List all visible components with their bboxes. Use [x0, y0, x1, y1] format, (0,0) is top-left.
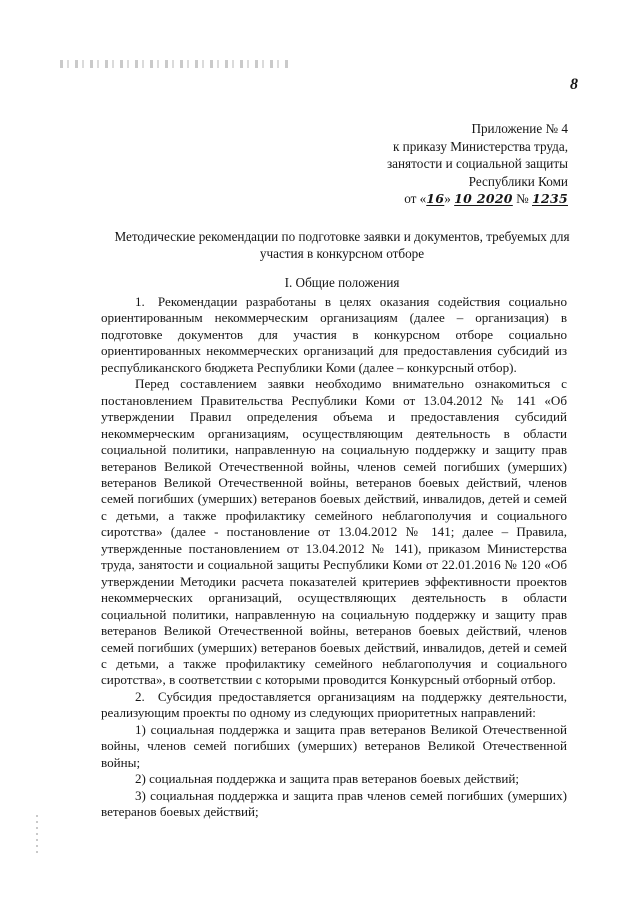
paragraph-2: Перед составлением заявки необходимо внимательно ознакомиться с постановлением Правительства Республики Коми от 13.04.2012 № 141 «Об утверждении Правил определения объема и предоставления субсидий некоммерческим организациям, осуществляющим деятельность в области социальной политики, направленную на социальную поддержку и защиту прав ветеранов Великой Отечественной войны, членов семей погибших (умерших) ветеранов Великой Отечественной войны, ветеранов боевых действий, членов семей погибших (умерших) ветеранов боевых действий, инвалидов, детей и семей с детьми, а также профилактику семейного неблагополучия и социального сиротства» (далее - постановление от 13.04.2012 № 141; далее – Правила, утвержденные постановлением от 13.04.2012 № 141), приказом Министерства труда, занятости и социальной защиты Республики Коми от 22.01.2016 № 120 «Об утверждении Методики расчета показателей критериев эффективности проектов некоммерческих организаций, осуществляющих деятельность в области социальной политики, направленную на социальную поддержку и защиту прав ветеранов Великой Отечественной войны, ветеранов боевых действий, членов семей погибших (умерших) ветеранов боевых действий, инвалидов, детей и семей с детьми, а также профилактику семейного неблагополучия и социального сиротства», в соответствии с которыми проводится Конкурсный отборный отбор.	[101, 376, 567, 688]
scan-artifact	[60, 60, 290, 68]
number-label: №	[516, 191, 529, 207]
appendix-ministry: занятости и социальной защиты	[386, 156, 568, 172]
handwritten-day: 16	[426, 191, 445, 207]
paragraph-1: 1. Рекомендации разработаны в целях оказания содействия социально ориентированным некоммерческим организациям (далее – организация) в подготовке документов для участия в конкурсном отборе социально ориентированных некоммерческих организаций для предоставления субсидий из республиканского бюджета Республики Коми (далее – конкурсный отбор).	[101, 294, 567, 375]
date-prefix: от «	[404, 191, 427, 207]
list-item-2: 2) социальная поддержка и защита прав ветеранов боевых действий;	[135, 771, 520, 787]
scan-margin-marks	[36, 815, 38, 857]
document-body	[101, 294, 567, 821]
list-item-3: 3) социальная поддержка и защита прав членов семей погибших (умерших) ветеранов боевых действий;	[101, 787, 567, 820]
appendix-republic: Республики Коми	[468, 173, 568, 189]
document-title: Методические рекомендации по подготовке заявки и документов, требуемых для участия в конкурсном отборе	[114, 229, 570, 261]
appendix-title: Приложение № 4	[471, 121, 568, 136]
appendix-order-ref: к приказу Министерства труда,	[392, 138, 568, 154]
appendix-block	[268, 120, 568, 208]
handwritten-month-year: 10 2020	[454, 191, 513, 207]
paragraph-3: 2. Субсидия предоставляется организациям на поддержку деятельности, реализующим проекты по одному из следующих приоритетных направлений:	[101, 688, 567, 721]
handwritten-order-number: 1235	[532, 191, 568, 207]
list-item-1: 1) социальная поддержка и защита прав ветеранов Великой Отечественной войны, членов семей погибших (умерших) ветеранов Великой Отечественной войны;	[101, 721, 567, 770]
section-heading: I. Общие положения	[284, 275, 400, 290]
appendix-date-line	[268, 190, 568, 208]
page-number: 8	[570, 76, 578, 93]
date-mid: »	[444, 191, 451, 207]
